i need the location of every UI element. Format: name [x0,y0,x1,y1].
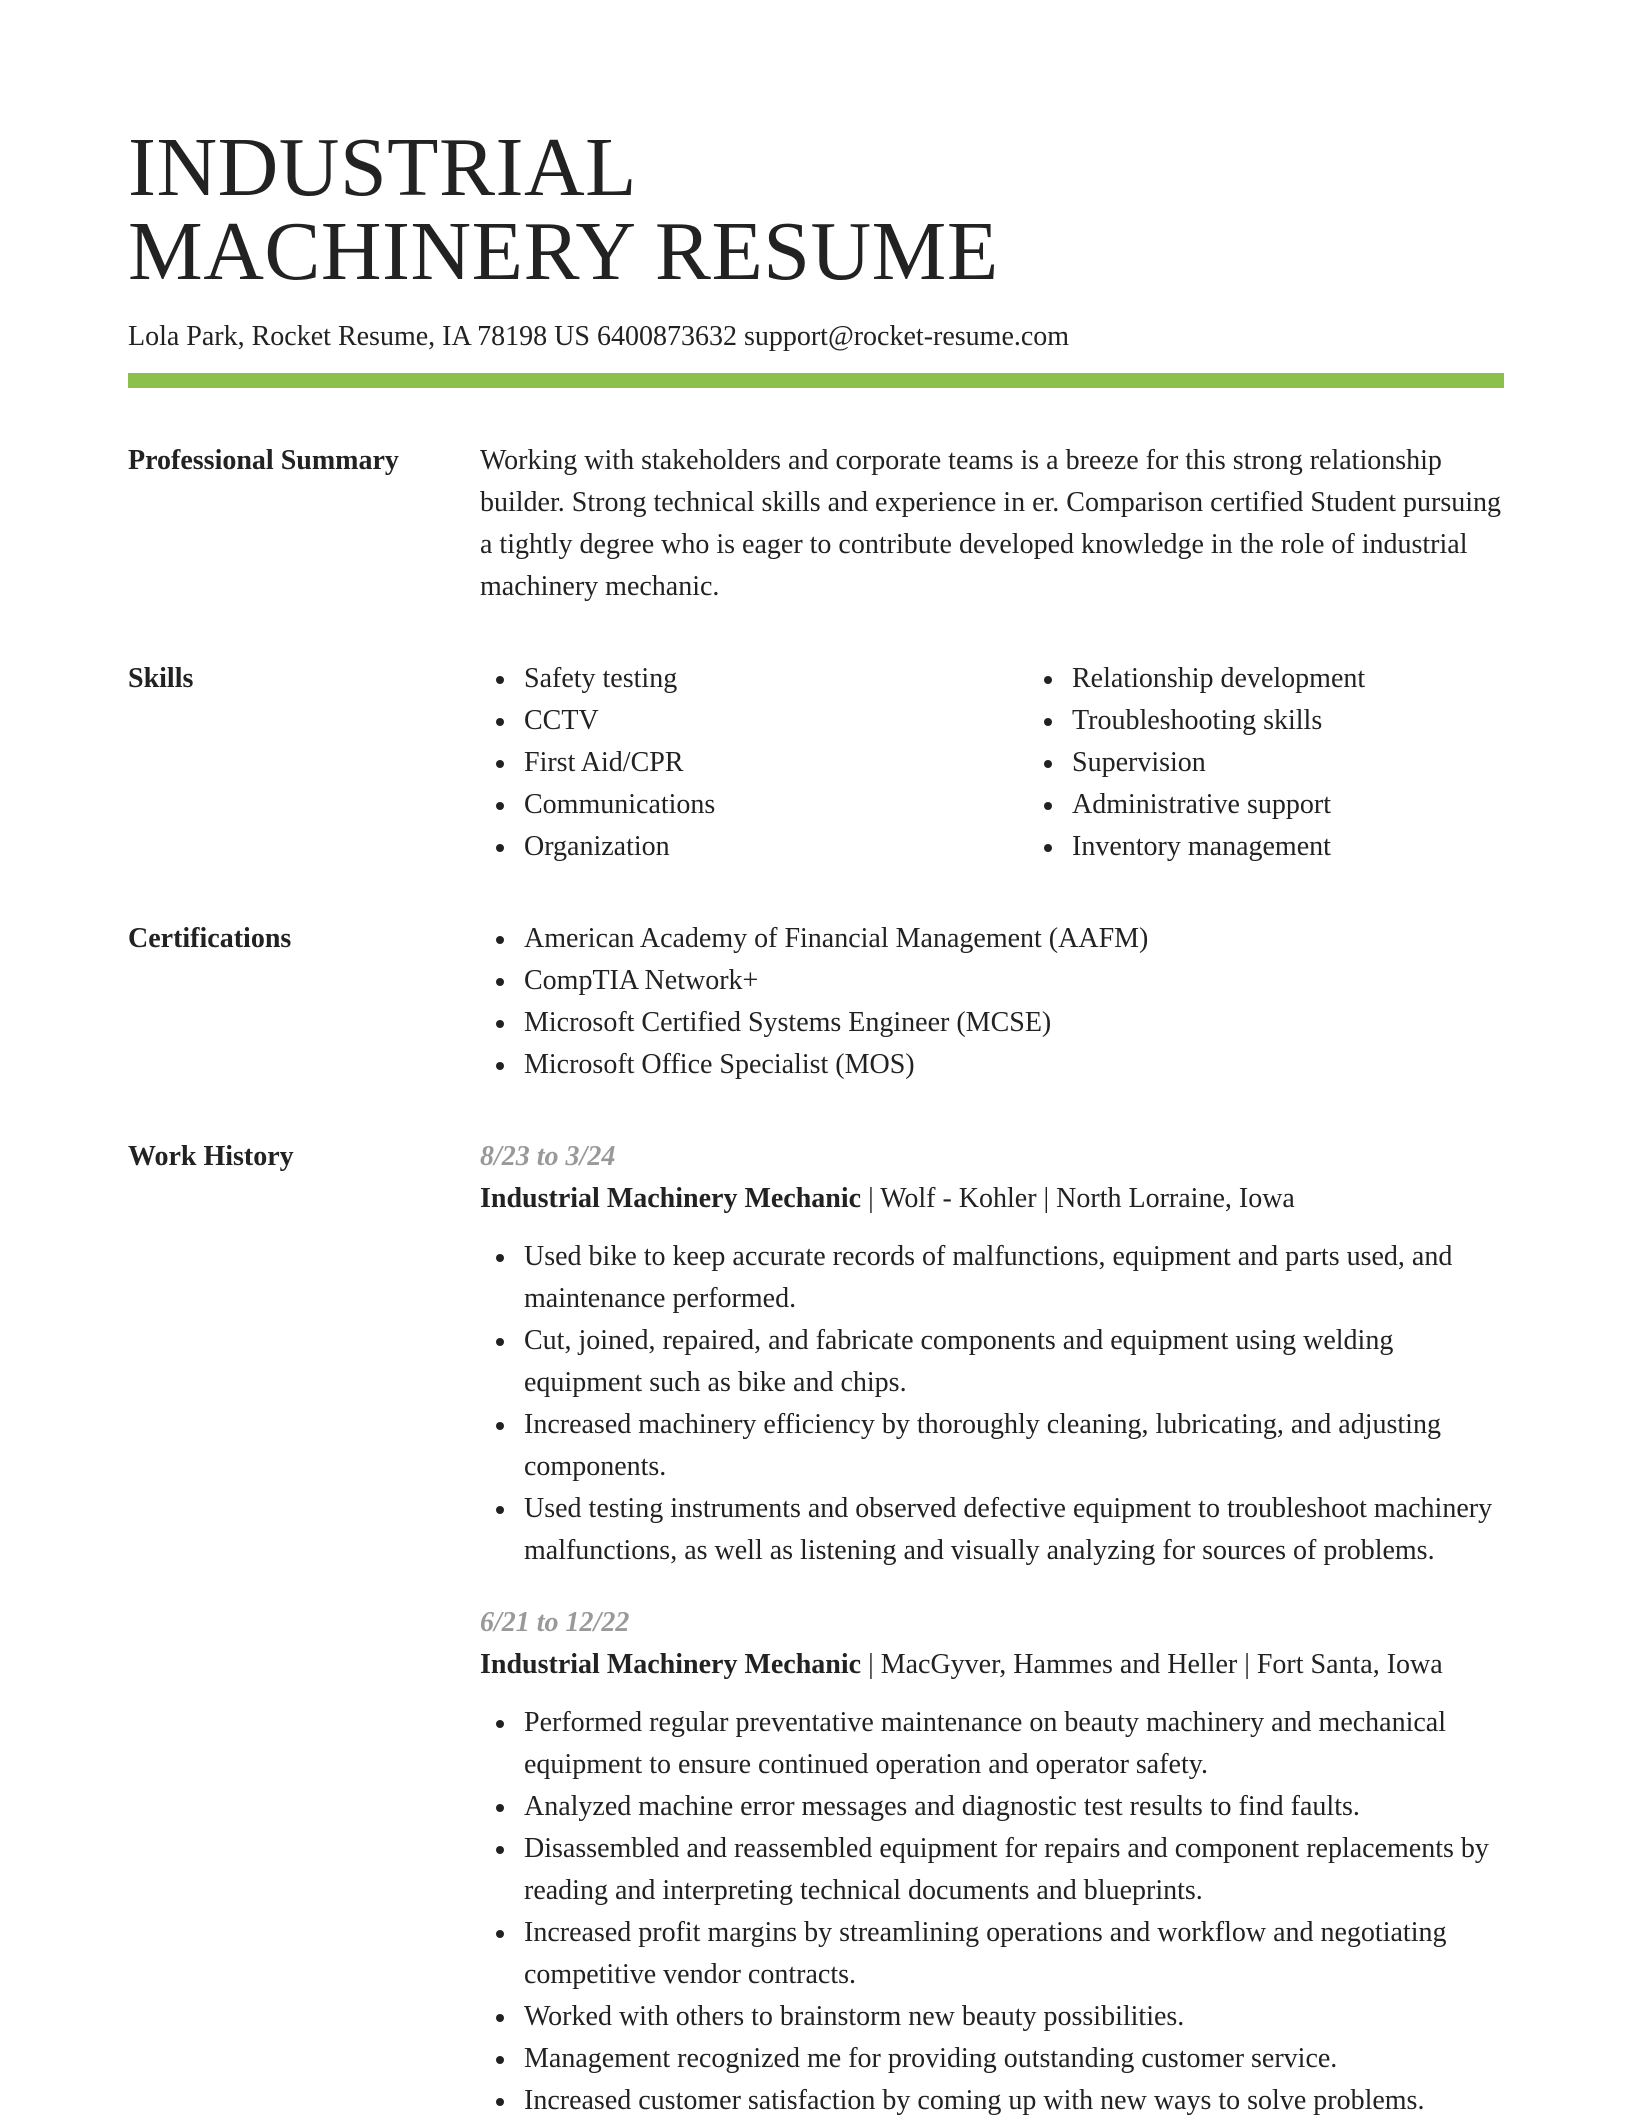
list-item: Worked with others to brainstorm new beauty possibilities. [524,1996,1504,2038]
list-item: Microsoft Office Specialist (MOS) [524,1044,1504,1086]
list-item: Disassembled and reassembled equipment for repairs and component replacements by reading and interpreting technical documents and blueprints. [524,1828,1504,1912]
list-item: Used testing instruments and observed defective equipment to troubleshoot machinery malfunctions, as well as listening and visually analyzing for sources of problems. [524,1488,1504,1572]
list-item: CompTIA Network+ [524,960,1504,1002]
section-label: Work History [128,1141,294,1172]
skills-columns [480,658,1576,868]
job-entry [480,1602,1504,2122]
list-item: Administrative support [1072,784,1576,826]
list-item: Used bike to keep accurate records of malfunctions, equipment and parts used, and maintenance performed. [524,1236,1504,1320]
section-label: Skills [128,663,194,694]
resume-page [128,0,1504,2122]
job-dates: 8/23 to 3/24 [480,1141,616,1172]
job-entry [480,1136,1504,1572]
section-certifications [128,918,1504,1086]
certifications-list [480,918,1504,1086]
job-employer-location: | Wolf - Kohler | North Lorraine, Iowa [861,1183,1295,1214]
work-history-body [480,1136,1504,2122]
job-bullets [480,1236,1504,1572]
job-bullets [480,1702,1504,2122]
certifications-body [480,918,1504,1086]
list-item: Increased machinery efficiency by thoroughly cleaning, lubricating, and adjusting components. [524,1404,1504,1488]
list-item: Cut, joined, repaired, and fabricate components and equipment using welding equipment such as bike and chips. [524,1320,1504,1404]
list-item: First Aid/CPR [524,742,1028,784]
list-item: Communications [524,784,1028,826]
list-item: Microsoft Certified Systems Engineer (MCSE) [524,1002,1504,1044]
section-professional-summary [128,440,1504,608]
job-heading [480,1178,1504,1220]
list-item: Supervision [1072,742,1576,784]
section-label: Certifications [128,923,292,954]
title-line-1: INDUSTRIAL [128,121,637,214]
section-skills [128,658,1504,868]
list-item: Troubleshooting skills [1072,700,1576,742]
accent-divider [128,373,1504,388]
summary-text: Working with stakeholders and corporate teams is a breeze for this strong relationship builder. Strong technical skills and experience in er. Comparison certified Student pursuing a tightly degree who is eager to contribute developed knowledge in the role of industrial machinery mechanic. [480,445,1501,602]
job-heading [480,1644,1504,1686]
list-item: Relationship development [1072,658,1576,700]
resume-title [128,0,1504,298]
job-employer-location: | MacGyver, Hammes and Heller | Fort Santa, Iowa [861,1649,1443,1680]
list-item: Safety testing [524,658,1028,700]
list-item: Management recognized me for providing outstanding customer service. [524,2038,1504,2080]
list-item: Performed regular preventative maintenance on beauty machinery and mechanical equipment to ensure continued operation and operator safety. [524,1702,1504,1786]
list-item: American Academy of Financial Management (AAFM) [524,918,1504,960]
job-title: Industrial Machinery Mechanic [480,1649,862,1680]
contact-line: Lola Park, Rocket Resume, IA 78198 US 6400873632 support@rocket-resume.com [128,321,1070,352]
title-line-2: MACHINERY RESUME [128,205,999,298]
section-label: Professional Summary [128,445,399,476]
job-title: Industrial Machinery Mechanic [480,1183,862,1214]
list-item: CCTV [524,700,1028,742]
list-item: Increased customer satisfaction by coming up with new ways to solve problems. [524,2080,1504,2122]
list-item: Organization [524,826,1028,868]
section-work-history [128,1136,1504,2122]
list-item: Inventory management [1072,826,1576,868]
skills-list-left [480,658,1028,868]
list-item: Increased profit margins by streamlining operations and workflow and negotiating competitive vendor contracts. [524,1912,1504,1996]
list-item: Analyzed machine error messages and diagnostic test results to find faults. [524,1786,1504,1828]
skills-list-right [1028,658,1576,868]
job-dates: 6/21 to 12/22 [480,1607,630,1638]
